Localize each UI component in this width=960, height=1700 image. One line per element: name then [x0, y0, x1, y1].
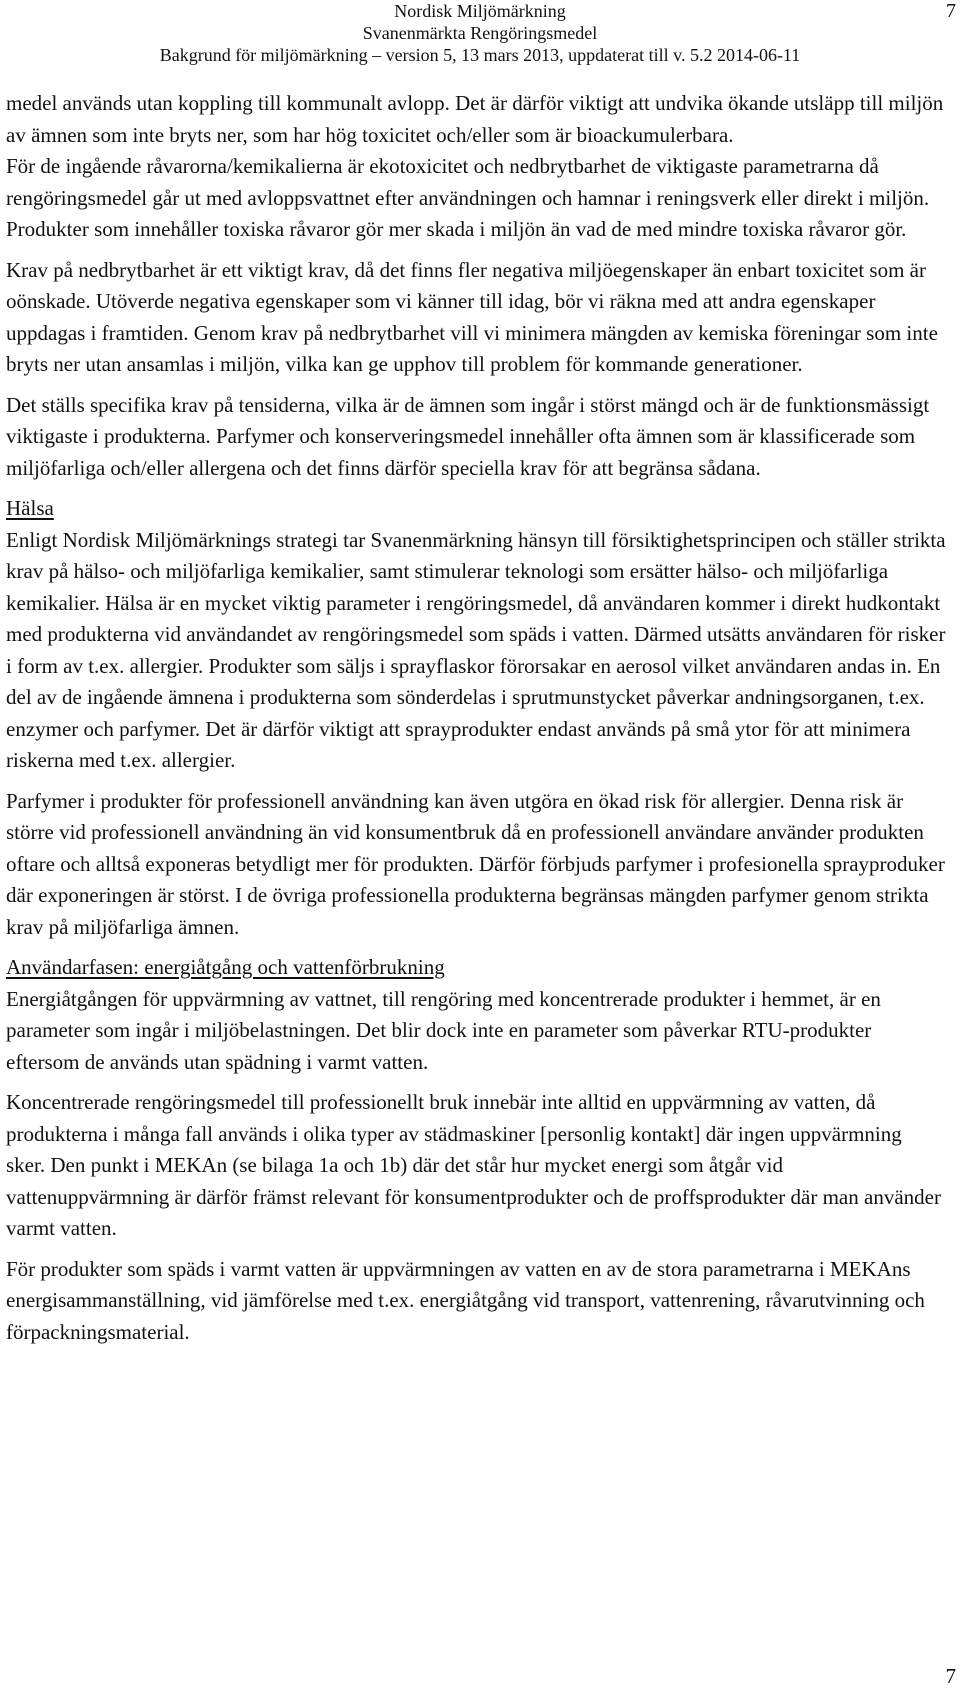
paragraph-continued: medel används utan koppling till kommunalt avlopp. Det är därför viktigt att undvika ökande utsläpp till miljön av ämnen som inte bryts ner, som har hög toxicitet och/eller som är bioackumulerbara. [6, 91, 944, 147]
paragraph-degradability: Krav på nedbrytbarhet är ett viktigt krav, då det finns fler negativa miljöegenskaper än enbart toxicitet som är oönskade. Utöverde negativa egenskaper som vi känner till idag, bör vi räkna med att andra egenskaper uppdagas i framtiden. Genom krav på nedbrytbarhet vill vi minimera mängden av kemiska föreningar som inte bryts ner utan ansamlas i miljön, vilka kan ge upphov till problem för kommande generationer. [6, 257, 938, 376]
paragraph-mekan-energy: För produkter som späds i varmt vatten är uppvärmningen av vatten en av de stora parametrarna i MEKAns energisammanställning, vid jämförelse med t.ex. energiåtgång vid transport, vattenrening, råvarutvinning och förpackningsmaterial. [6, 1256, 925, 1344]
section-heading-health: Hälsa [6, 496, 54, 520]
paragraph-energy-heating: Energiåtgången för uppvärmning av vattnet, till rengöring med koncentrerade produkter i hemmet, är en parameter som ingår i miljöbelastningen. Det blir dock inte en parameter som påverkar RTU-produkter eftersom de används utan spädning i varmt vatten. [6, 986, 881, 1074]
paragraph-concentrated-products: Koncentrerade rengöringsmedel till professionellt bruk innebär inte alltid en uppvärmning av vatten, då produkterna i många fall används i olika typer av städmaskiner [personlig kontakt] där ingen uppvärmning sker. Den punkt i MEKAn (se bilaga 1a och 1b) där det står hur mycket energi som åtgår vid vattenuppvärmning är därför främst relevant för konsumentprodukter och de proffsprodukter där man använder varmt vatten. [6, 1090, 941, 1240]
header-document-version: Bakgrund för miljömärkning – version 5, 13 mars 2013, uppdaterat till v. 5.2 2014-06-11 [159, 45, 801, 65]
page-header [0, 0, 960, 72]
paragraph-health-strategy: Enligt Nordisk Miljömärknings strategi tar Svanenmärkning hänsyn till försiktighetsprincipen och ställer strikta krav på hälso- och miljöfarliga kemikalier, samt stimulerar teknologi som ersätter hälso- och miljöfarliga kemikalier. Hälsa är en mycket viktig parameter i rengöringsmedel, då användaren kommer i direkt hudkontakt med produkterna vid användandet av rengöringsmedel som späds i vatten. Därmed utsätts användaren för risker i form av t.ex. allergier. Produkter som säljs i sprayflaskor förorsakar en aerosol vilket användaren andas in. En del av de ingående ämnena i produkterna som sönderdelas i sprutmunstycket påverkar andningsorganen, t.ex. enzymer och parfymer. Det är därför viktigt att sprayprodukter endast används på små ytor för att minimera riskerna med t.ex. allergier. [6, 527, 946, 772]
header-organization: Nordisk Miljömärkning [394, 1, 566, 21]
section-heading-use-phase: Användarfasen: energiåtgång och vattenförbrukning [6, 955, 445, 979]
paragraph-surfactants: Det ställs specifika krav på tensiderna, vilka är de ämnen som ingår i störst mängd och är de funktionsmässigt viktigaste i produkterna. Parfymer och konserveringsmedel innehåller ofta ämnen som är klassificerade som miljöfarliga och/eller allergena och det finns därför speciella krav för att begränsa sådana. [6, 392, 930, 480]
document-body [6, 88, 946, 1357]
header-product-group: Svanenmärkta Rengöringsmedel [362, 23, 598, 43]
header-page-number: 7 [946, 0, 956, 22]
paragraph-ecotoxicity: För de ingående råvarorna/kemikalierna är ekotoxicitet och nedbrytbarhet de viktigaste parametrarna då rengöringsmedel går ut med avloppsvattnet efter användningen och hamnar i reningsverk eller direkt i miljön. Produkter som innehåller toxiska råvaror gör mer skada i miljön än vad de med mindre toxiska råvaror gör. [6, 154, 930, 241]
paragraph-perfume-allergy: Parfymer i produkter för professionell användning kan även utgöra en ökad risk för allergier. Denna risk är större vid professionell användning än vid konsumentbruk då en professionell användare använder produkten oftare och alltså exponeras betydligt mer för produkten. Därför förbjuds parfymer i profesionella sprayproduker där exponeringen är störst. I de övriga professionella produkterna begränsas mängden parfymer genom strikta krav på miljöfarliga ämnen. [6, 788, 945, 939]
footer-page-number: 7 [945, 1664, 956, 1688]
